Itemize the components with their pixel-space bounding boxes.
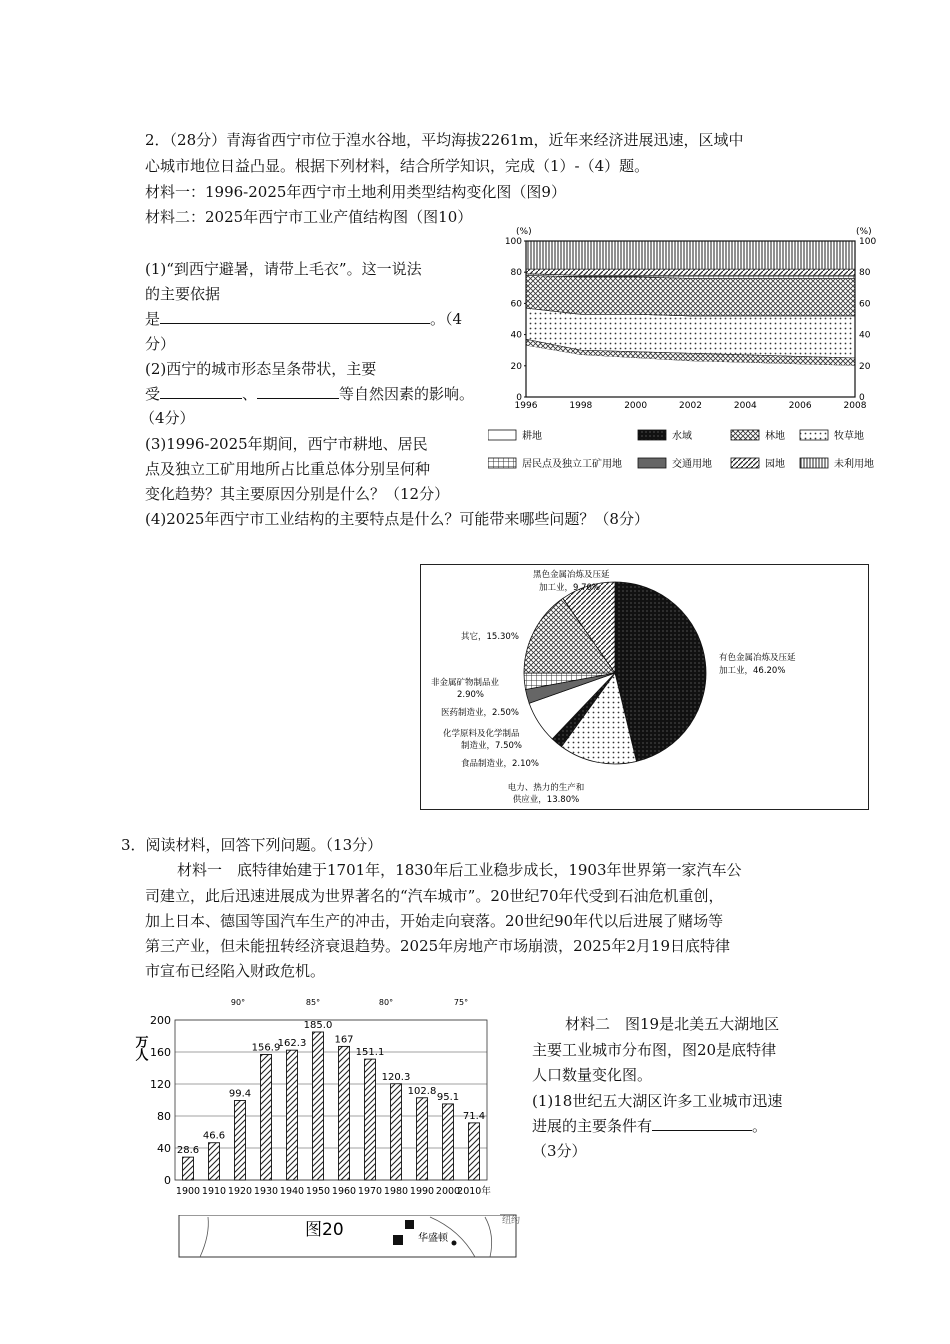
q2-sub2-sep: 、	[242, 385, 258, 403]
washington-marker	[452, 1241, 457, 1246]
population-bar	[365, 1059, 376, 1180]
q3-q1-line1: (1)18世纪五大湖区许多工业城市迅速	[532, 1092, 783, 1110]
population-bar	[339, 1046, 350, 1180]
area-ytick-left: 80	[510, 268, 522, 279]
legend-swatch-vert	[800, 458, 828, 468]
bar-ytick: 40	[157, 1142, 171, 1155]
population-bar	[417, 1098, 428, 1180]
legend-swatch-grid	[488, 458, 516, 468]
area-xtick: 2006	[788, 401, 812, 411]
area-layer	[526, 269, 855, 275]
bar-ytick: 0	[164, 1174, 171, 1187]
area-ytick-right: 40	[859, 330, 871, 341]
bar-xtick: 2000	[435, 1186, 461, 1197]
q3-m1-line5: 市宣布已经陷入财政危机。	[145, 962, 326, 980]
population-bar	[235, 1100, 246, 1180]
legend-label: 林地	[765, 431, 785, 442]
q3-m1-line4: 第三产业，但未能扭转经济衰退趋势。2025年房地产市场崩溃，2025年2月19日底特律	[145, 937, 730, 955]
population-bar	[183, 1157, 194, 1180]
pie-label-line2: 加工业，46.20%	[719, 666, 786, 676]
bar-xtick: 2010年	[457, 1186, 491, 1197]
q3-m1-line3: 加上日本、德国等国汽车生产的冲击，开始走向衰落。20世纪90年代以后进展了赌场等	[145, 912, 724, 930]
q3-m1-line2: 司建立，此后迅速进展成为世界著名的“汽车城市”。20世纪70年代受到石油危机重创，	[145, 887, 724, 905]
population-bar	[313, 1032, 324, 1180]
pie-label-line2: 2.90%	[457, 690, 485, 700]
bar-value-label: 99.4	[228, 1088, 252, 1100]
bar-value-label: 46.6	[202, 1130, 226, 1142]
pie-label: 黑色金属冶炼及压延	[533, 570, 610, 580]
map-top-longitude: 85°	[305, 998, 321, 1007]
area-ytick-left: 20	[510, 361, 522, 372]
area-layer	[526, 241, 855, 269]
area-ytick-right: 60	[859, 299, 871, 310]
bar-value-label: 151.1	[355, 1047, 385, 1059]
legend-label: 交通用地	[672, 459, 712, 470]
area-layer	[526, 275, 855, 316]
pie-label-line2: 供应业，13.80%	[512, 795, 580, 805]
legend-label: 园地	[765, 459, 785, 470]
q3-q1-line3: （3分）	[532, 1142, 587, 1160]
q2-sub1-line4: 分）	[145, 335, 176, 353]
industry-pie-chart	[421, 565, 868, 809]
q3-q1-line2	[532, 1115, 767, 1137]
q2-sub2-line2	[145, 383, 474, 405]
population-bar	[287, 1050, 298, 1180]
q2-sub1-line3	[145, 308, 462, 330]
pie-label-line2: 加工业，9.70%	[539, 583, 601, 593]
bar-ytick: 80	[157, 1110, 171, 1123]
bar-xtick: 1930	[253, 1186, 279, 1197]
q2-sub2-answer-blank-2[interactable]	[257, 384, 339, 399]
legend-label: 水域	[672, 431, 692, 442]
legend-label: 居民点及独立工矿用地	[522, 459, 622, 470]
pie-label: 食品制造业，2.10%	[461, 759, 540, 769]
legend-swatch-diag	[731, 458, 759, 468]
q3-m2-line3: 人口数量变化图。	[532, 1066, 653, 1084]
population-bar	[469, 1123, 480, 1180]
bar-xtick: 1980	[383, 1186, 409, 1197]
bar-xtick: 1910	[201, 1186, 227, 1197]
bar-value-label: 28.6	[176, 1145, 200, 1157]
bar-xtick: 1900	[175, 1186, 201, 1197]
map-top-longitude: 90°	[230, 998, 246, 1007]
detroit-population-chart	[130, 995, 525, 1260]
population-bar	[443, 1104, 454, 1180]
great-lakes-map-fragment	[179, 1214, 520, 1257]
q2-sub2-prefix: 受	[145, 385, 161, 403]
q3-title: 3．阅读材料，回答下列问题。（13分）	[121, 836, 383, 854]
city-marker	[405, 1220, 414, 1229]
q2-sub3-line2: 点及独立工矿用地所占比重总体分别呈何种	[145, 460, 431, 478]
bar-value-label: 185.0	[303, 1020, 333, 1031]
area-ytick-right: 0	[859, 393, 865, 403]
q2-sub2-suffix: 等自然因素的影响。	[339, 385, 475, 403]
q2-sub2-answer-blank-1[interactable]	[160, 384, 242, 399]
q2-sub2-line1: (2)西宁的城市形态呈条带状，主要	[145, 360, 377, 378]
industry-pie-frame	[420, 564, 869, 810]
area-xtick: 2008	[843, 401, 867, 411]
area-xtick: 1998	[569, 401, 593, 411]
map-label-newyork: 纽约	[502, 1216, 521, 1226]
legend-swatch-black	[638, 430, 666, 440]
bar-xtick: 1940	[279, 1186, 305, 1197]
q3-m1-line1: 材料一 底特律始建于1701年，1830年后工业稳步成长，1903年世界第一家汽车公	[177, 861, 742, 879]
q3-m2-line2: 主要工业城市分布图，图20是底特律	[532, 1041, 777, 1059]
area-y-unit-right: (%)	[856, 227, 872, 237]
area-ytick-left: 0	[516, 393, 522, 403]
q2-material1: 材料一：1996-2025年西宁市土地利用类型结构变化图（图9）	[145, 183, 566, 201]
area-ytick-left: 40	[510, 330, 522, 341]
area-ytick-right: 20	[859, 361, 871, 372]
map-top-longitude: 75°	[453, 998, 469, 1007]
area-ytick-right: 80	[859, 268, 871, 279]
pie-label: 医药制造业，2.50%	[441, 708, 520, 718]
pie-label: 电力、热力的生产和	[507, 783, 585, 793]
q2-sub2-line3: （4分）	[140, 409, 195, 427]
legend-label: 未利用地	[834, 459, 874, 470]
bar-figure-caption: 图20	[305, 1220, 344, 1240]
bar-value-label: 95.1	[436, 1091, 460, 1103]
map-label-washington: 华盛顿	[418, 1233, 448, 1244]
map-top-longitude: 80°	[378, 998, 394, 1007]
population-bar	[261, 1054, 272, 1180]
area-xtick: 1996	[514, 401, 538, 411]
pie-label-line2: 制造业，7.50%	[461, 741, 523, 751]
land-use-area-chart	[488, 226, 888, 476]
legend-swatch-white	[488, 430, 516, 440]
bar-value-label: 156.9	[251, 1042, 281, 1054]
q2-sub1-line2: 的主要依据	[145, 285, 221, 303]
bar-ytick: 200	[150, 1014, 171, 1027]
bar-ytick: 120	[150, 1078, 171, 1091]
legend-label: 牧草地	[834, 431, 864, 442]
q3-q1-suffix: 。	[752, 1117, 768, 1135]
bar-value-label: 120.3	[381, 1071, 411, 1083]
legend-label: 耕地	[522, 431, 542, 442]
q3-q1-prefix: 进展的主要条件有	[532, 1117, 653, 1135]
legend-swatch-cross	[731, 430, 759, 440]
pie-label: 有色金属冶炼及压延	[719, 653, 796, 663]
pie-label: 非金属矿物制品业	[431, 678, 500, 688]
legend-swatch-dots	[800, 430, 828, 440]
bar-xtick: 1950	[305, 1186, 331, 1197]
q2-intro-line1: 2．（28分）青海省西宁市位于湟水谷地，平均海拔2261m，近年来经济进展迅速，区域中	[145, 131, 744, 149]
bar-value-label: 167	[334, 1034, 354, 1046]
area-ytick-right: 100	[859, 237, 877, 247]
area-ytick-left: 60	[510, 299, 522, 310]
bar-y-label: 万人	[132, 1035, 148, 1061]
bar-xtick: 1970	[357, 1186, 383, 1197]
bar-value-label: 162.3	[277, 1038, 307, 1050]
pie-label: 其它，15.30%	[461, 632, 519, 642]
bar-value-label: 71.4	[462, 1110, 486, 1122]
q2-intro-line2: 心城市地位日益凸显。根据下列材料，结合所学知识，完成（1）-（4）题。	[145, 157, 650, 175]
bar-xtick: 1920	[227, 1186, 253, 1197]
population-bar	[209, 1143, 220, 1180]
area-y-unit-left: (%)	[516, 227, 532, 237]
area-ytick-left: 100	[504, 237, 522, 247]
q2-sub1-suffix: 。（4	[430, 310, 463, 328]
area-xtick: 2000	[624, 401, 648, 411]
bar-ytick: 160	[150, 1046, 171, 1059]
city-marker	[393, 1235, 403, 1245]
q2-sub1-line1: (1)“到西宁避暑，请带上毛衣”。这一说法	[145, 260, 422, 278]
population-bar	[391, 1084, 402, 1180]
q2-material2: 材料二：2025年西宁市工业产值结构图（图10）	[145, 208, 473, 226]
area-xtick: 2004	[733, 401, 757, 411]
bar-value-label: 102.8	[407, 1085, 437, 1097]
area-xtick: 2002	[679, 401, 702, 411]
legend-swatch-gray	[638, 458, 666, 468]
q2-sub4: (4)2025年西宁市工业结构的主要特点是什么？可能带来哪些问题？（8分）	[145, 510, 649, 528]
bar-xtick: 1990	[409, 1186, 435, 1197]
pie-label: 化学原料及化学制品	[443, 729, 520, 739]
bar-xtick: 1960	[331, 1186, 357, 1197]
q2-sub3-line1: (3)1996-2025年期间，西宁市耕地、居民	[145, 435, 428, 453]
q3-q1-answer-blank[interactable]	[652, 1116, 752, 1131]
q2-sub1-prefix: 是	[145, 310, 161, 328]
q3-m2-line1: 材料二 图19是北美五大湖地区	[565, 1015, 780, 1033]
q2-sub3-line3: 变化趋势？其主要原因分别是什么？（12分）	[145, 485, 450, 503]
q2-sub1-answer-blank[interactable]	[160, 309, 430, 324]
